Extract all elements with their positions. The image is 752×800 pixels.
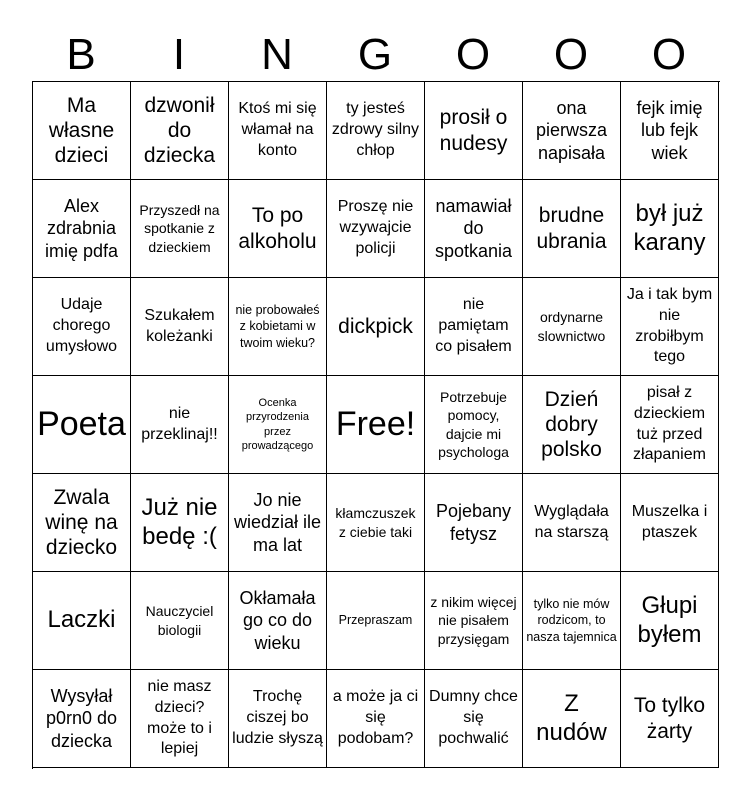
bingo-cell[interactable]: Ja i tak bym nie zrobiłbym tego xyxy=(621,278,719,376)
header-letter: G xyxy=(357,30,393,79)
bingo-cell[interactable]: dzwonił do dziecka xyxy=(131,82,229,180)
bingo-cell[interactable]: nie pamiętam co pisałem xyxy=(425,278,523,376)
bingo-cell[interactable]: Trochę ciszej bo ludzie słyszą xyxy=(229,670,327,768)
bingo-cell[interactable]: To tylko żarty xyxy=(621,670,719,768)
header-letter: N xyxy=(261,30,293,79)
bingo-cell[interactable]: prosił o nudesy xyxy=(425,82,523,180)
bingo-header xyxy=(32,28,718,82)
bingo-cell[interactable]: nie masz dzieci? może to i lepiej xyxy=(131,670,229,768)
bingo-cell[interactable]: brudne ubrania xyxy=(523,180,621,278)
free-space-cell[interactable]: Free! xyxy=(327,376,425,474)
bingo-cell[interactable]: Pojebany fetysz xyxy=(425,474,523,572)
bingo-cell[interactable]: Szukałem koleżanki xyxy=(131,278,229,376)
bingo-cell[interactable]: Muszelka i ptaszek xyxy=(621,474,719,572)
bingo-cell[interactable]: namawiał do spotkania xyxy=(425,180,523,278)
header-letter: I xyxy=(172,30,186,79)
bingo-cell[interactable]: Alex zdrabnia imię pdfa xyxy=(33,180,131,278)
bingo-cell[interactable]: fejk imię lub fejk wiek xyxy=(621,82,719,180)
bingo-cell[interactable]: Wyglądała na starszą xyxy=(523,474,621,572)
bingo-cell[interactable]: Potrzebuje pomocy, dajcie mi psychologa xyxy=(425,376,523,474)
bingo-cell[interactable]: Ktoś mi się włamał na konto xyxy=(229,82,327,180)
bingo-board xyxy=(32,81,720,769)
bingo-cell[interactable]: Jo nie wiedział ile ma lat xyxy=(229,474,327,572)
header-letter: O xyxy=(651,30,687,79)
bingo-cell[interactable]: Ma własne dzieci xyxy=(33,82,131,180)
bingo-cell[interactable]: ordynarne slownictwo xyxy=(523,278,621,376)
header-letter: O xyxy=(455,30,491,79)
bingo-cell[interactable]: Proszę nie wzywajcie policji xyxy=(327,180,425,278)
bingo-cell[interactable]: kłamczuszek z ciebie taki xyxy=(327,474,425,572)
bingo-cell[interactable]: Przyszedł na spotkanie z dzieckiem xyxy=(131,180,229,278)
bingo-cell[interactable]: nie probowałeś z kobietami w twoim wieku? xyxy=(229,278,327,376)
bingo-cell[interactable]: Okłamała go co do wieku xyxy=(229,572,327,670)
bingo-cell[interactable]: Nauczyciel biologii xyxy=(131,572,229,670)
bingo-cell[interactable]: Dzień dobry polsko xyxy=(523,376,621,474)
bingo-cell[interactable]: dickpick xyxy=(327,278,425,376)
header-letter: B xyxy=(66,30,96,79)
bingo-cell[interactable]: Wysyłał p0rn0 do dziecka xyxy=(33,670,131,768)
bingo-cell[interactable]: Ocenka przyrodzenia przez prowadzącego xyxy=(229,376,327,474)
bingo-cell[interactable]: pisał z dzieckiem tuż przed złapaniem xyxy=(621,376,719,474)
bingo-cell[interactable]: Przepraszam xyxy=(327,572,425,670)
bingo-cell[interactable]: Laczki xyxy=(33,572,131,670)
bingo-cell[interactable]: tylko nie mów rodzicom, to nasza tajemnica xyxy=(523,572,621,670)
bingo-cell[interactable]: z nikim więcej nie pisałem przysięgam xyxy=(425,572,523,670)
bingo-cell[interactable]: Już nie bedę :( xyxy=(131,474,229,572)
bingo-cell[interactable]: ona pierwsza napisała xyxy=(523,82,621,180)
bingo-cell[interactable]: był już karany xyxy=(621,180,719,278)
bingo-cell[interactable]: Dumny chce się pochwalić xyxy=(425,670,523,768)
bingo-cell[interactable]: To po alkoholu xyxy=(229,180,327,278)
bingo-cell[interactable]: Głupi byłem xyxy=(621,572,719,670)
bingo-cell[interactable]: Udaje chorego umysłowo xyxy=(33,278,131,376)
header-letter: O xyxy=(553,30,589,79)
bingo-cell[interactable]: Z nudów xyxy=(523,670,621,768)
bingo-cell[interactable]: Poeta xyxy=(33,376,131,474)
bingo-cell[interactable]: ty jesteś zdrowy silny chłop xyxy=(327,82,425,180)
bingo-cell[interactable]: Zwala winę na dziecko xyxy=(33,474,131,572)
bingo-cell[interactable]: nie przeklinaj!! xyxy=(131,376,229,474)
bingo-cell[interactable]: a może ja ci się podobam? xyxy=(327,670,425,768)
